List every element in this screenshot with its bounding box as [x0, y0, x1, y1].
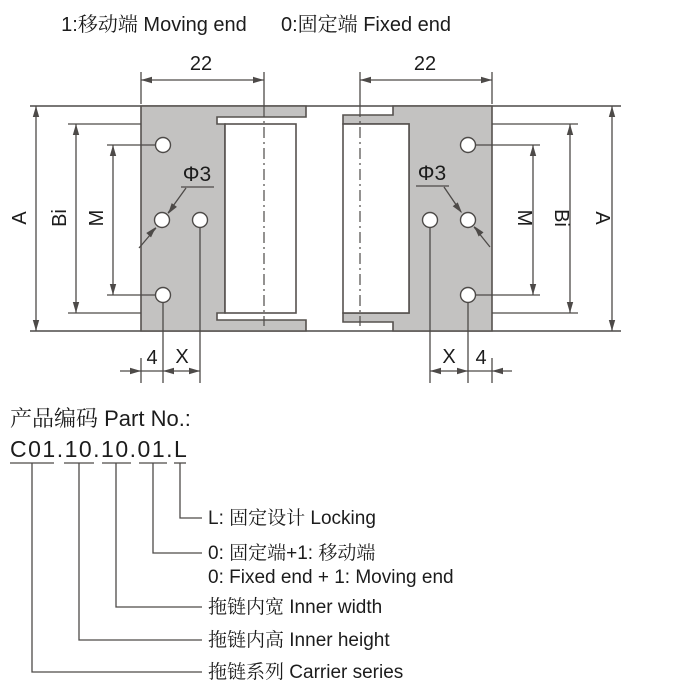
part-number-legend [208, 507, 454, 683]
fixed-end-title: 0:固定端 Fixed end [280, 14, 452, 36]
mount-hole [156, 138, 171, 153]
legend-locking: L: 固定设计 Locking [208, 508, 376, 529]
part-no-code: C01.10.10.01.L [10, 436, 189, 462]
dim-22 [141, 53, 264, 104]
dim-A-label: A [9, 211, 31, 225]
dim-X-label: X [442, 346, 456, 368]
mount-hole [155, 213, 170, 228]
legend-end-type-en: 0: Fixed end + 1: Moving end [208, 567, 454, 588]
legend-inner-height: 拖链内高 Inner height [208, 630, 390, 651]
moving-end-title: 1:移动端 Moving end [61, 14, 247, 36]
mount-hole [461, 288, 476, 303]
dim-A-label: A [591, 211, 613, 225]
moving-end-drawing [9, 53, 306, 383]
dim-M-label: M [86, 209, 108, 227]
moving-end-inner-frame [225, 124, 296, 313]
dim-22-label: 22 [413, 53, 437, 75]
dim-22 [360, 53, 492, 104]
fixed-end-inner-frame [343, 124, 409, 313]
legend-inner-width: 拖链内宽 Inner width [208, 597, 383, 618]
dim-4-label: 4 [475, 347, 487, 369]
dim-4-label: 4 [146, 347, 158, 369]
mount-hole [423, 213, 438, 228]
dim-M-label: M [513, 209, 535, 227]
dim-22-label: 22 [189, 53, 213, 75]
dim-X-label: X [175, 346, 189, 368]
dim-phi3-label: Φ3 [182, 163, 212, 186]
mount-hole [461, 138, 476, 153]
mount-hole [193, 213, 208, 228]
fixed-end-drawing [343, 53, 615, 383]
dim-Bi-label: Bi [550, 209, 572, 227]
legend-leader-lines [32, 463, 202, 672]
dim-A [9, 106, 39, 331]
dim-phi3-label: Φ3 [417, 162, 447, 185]
legend-carrier-series: 拖链系列 Carrier series [208, 662, 404, 683]
dim-A [591, 106, 615, 331]
dim-Bi-label: Bi [49, 209, 71, 227]
part-no-heading: 产品编码 Part No.: [10, 406, 191, 431]
mount-hole [156, 288, 171, 303]
legend-end-type-cn: 0: 固定端+1: 移动端 [208, 543, 376, 564]
mount-hole [461, 213, 476, 228]
part-number-block [10, 406, 454, 683]
